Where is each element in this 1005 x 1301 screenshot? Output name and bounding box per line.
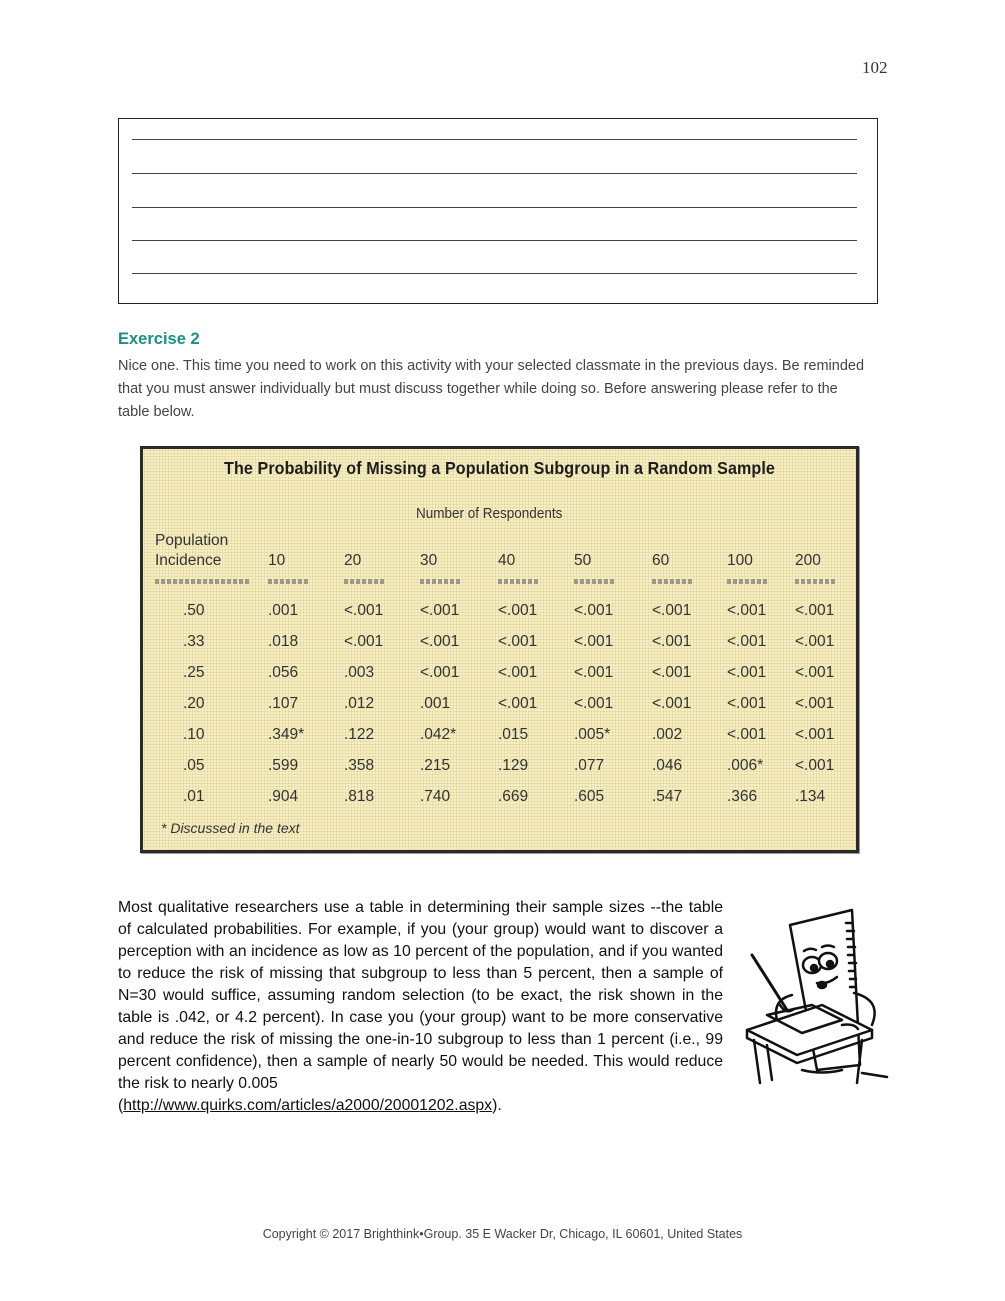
answer-box[interactable] [118,118,878,304]
table-cell: .001 [420,695,451,712]
incidence-cell: .25 [183,664,205,681]
table-cell: .012 [344,695,375,712]
table-cell: <.001 [420,633,460,650]
table-cell: <.001 [795,602,835,619]
table-cell: .122 [344,726,375,743]
table-cell: <.001 [795,664,835,681]
table-cell: <.001 [652,664,692,681]
dash-separator [498,579,538,584]
answer-line[interactable] [132,207,857,208]
link-close-paren: ). [492,1097,502,1114]
table-cell: <.001 [795,726,835,743]
table-cell: <.001 [344,633,384,650]
table-footnote: * Discussed in the text [161,820,300,836]
table-cell: .547 [652,788,683,805]
row-header [155,525,268,571]
table-cell: <.001 [344,602,384,619]
table-cell: <.001 [574,664,614,681]
incidence-cell: .01 [183,788,205,805]
table-cell: <.001 [498,633,538,650]
table-cell: <.001 [420,602,460,619]
exercise-intro: Nice one. This time you need to work on this activity with your selected classmate in the previous days. Be reminded that you must answer individually but must discuss together while doing so. Before answering please refer to the table below. [118,358,865,420]
column-header: 30 [420,552,438,569]
table-cell: .003 [344,664,375,681]
table-row [155,744,855,775]
dash-separator [268,579,308,584]
table-cell: <.001 [420,664,460,681]
body-paragraph-text: Most qualitative researchers use a table in determining their sample sizes --the table of calculated probabilities. For example, if you (your group) would want to discover a perception with an incidence as low as 10 percent of the population, and if you wanted to reduce the risk of missing that subgroup to less than 5 percent, then a sample of N=30 would suffice, assuming random selection (to be exact, the risk shown in the table is .042, or 4.2 percent). In case you (your group) want to be more conservative and reduce the risk of missing the one-in-10 subgroup to less than 1 percent (i.e., 99 percent confidence), then a sample of nearly 50 would be needed. This would reduce the risk to nearly 0.005 [118,899,723,1092]
answer-line[interactable] [132,173,857,174]
incidence-cell: .33 [183,633,205,650]
source-link[interactable]: http://www.quirks.com/articles/a2000/20001202.aspx [123,1097,493,1114]
table-cell: .077 [574,757,605,774]
row-header-line1: Population [155,532,229,549]
table-cell: .358 [344,757,375,774]
dash-separator [344,579,384,584]
table-cell: <.001 [795,695,835,712]
respondents-label: Number of Respondents [416,505,563,522]
column-header: 50 [574,552,592,569]
table-cell: .005* [574,726,611,743]
table-cell: .605 [574,788,605,805]
probability-table-figure [140,446,859,853]
table-cell: <.001 [727,664,767,681]
incidence-cell: .10 [183,726,205,743]
dash-separator [727,579,767,584]
table-cell: .129 [498,757,529,774]
column-header: 40 [498,552,516,569]
ruler-character-illustration [742,905,892,1090]
table-row [155,713,855,744]
column-header: 60 [652,552,670,569]
column-header: 100 [727,552,753,569]
table-cell: .107 [268,695,299,712]
page-number: 102 [862,58,888,77]
table-cell: .002 [652,726,683,743]
table-cell: .015 [498,726,529,743]
table-cell: .669 [498,788,529,805]
table-cell: <.001 [727,602,767,619]
table-header-row [155,525,855,571]
table-cell: <.001 [795,633,835,650]
copyright-footer: Copyright © 2017 Brighthink•Group. 35 E Wacker Dr, Chicago, IL 60601, United States [262,1227,743,1241]
table-cell: .599 [268,757,299,774]
table-cell: <.001 [498,695,538,712]
table-cell: <.001 [574,633,614,650]
probability-table [155,525,855,806]
table-cell: .740 [420,788,451,805]
table-cell: <.001 [574,695,614,712]
table-row [155,775,855,806]
table-cell: .904 [268,788,299,805]
dash-separator [574,579,614,584]
table-cell: <.001 [795,757,835,774]
table-cell: <.001 [727,633,767,650]
dash-separator [420,579,460,584]
table-cell: <.001 [727,695,767,712]
answer-line[interactable] [132,273,857,274]
table-cell: .818 [344,788,375,805]
table-cell: .134 [795,788,826,805]
table-cell: .042* [420,726,457,743]
table-cell: .349* [268,726,305,743]
dash-separator-row [155,571,855,589]
table-cell: .006* [727,757,764,774]
link-open-paren: ( [118,1097,124,1114]
table-cell: .046 [652,757,683,774]
table-cell: <.001 [652,602,692,619]
table-cell: .366 [727,788,758,805]
row-header-line2: Incidence [155,552,222,569]
table-cell: <.001 [498,602,538,619]
table-cell: <.001 [498,664,538,681]
dash-separator [652,579,692,584]
table-cell: .056 [268,664,299,681]
incidence-cell: .05 [183,757,205,774]
exercise-title: Exercise 2 [118,330,200,348]
dash-separator [795,579,835,584]
column-header: 20 [344,552,362,569]
table-cell: <.001 [574,602,614,619]
column-header: 200 [795,552,821,569]
table-row [155,620,855,651]
table-cell: .018 [268,633,299,650]
table-cell: .215 [420,757,451,774]
table-cell: .001 [268,602,299,619]
incidence-cell: .20 [183,695,205,712]
table-title: The Probability of Missing a Population Subgroup in a Random Sample [224,458,775,478]
column-header: 10 [268,552,286,569]
dash-separator [155,579,251,584]
answer-line[interactable] [132,139,857,140]
table-cell: <.001 [652,695,692,712]
table-row [155,682,855,713]
table-row [155,589,855,620]
body-paragraph [118,897,723,1117]
incidence-cell: .50 [183,602,205,619]
table-cell: <.001 [652,633,692,650]
answer-line[interactable] [132,240,857,241]
table-cell: <.001 [727,726,767,743]
table-row [155,651,855,682]
